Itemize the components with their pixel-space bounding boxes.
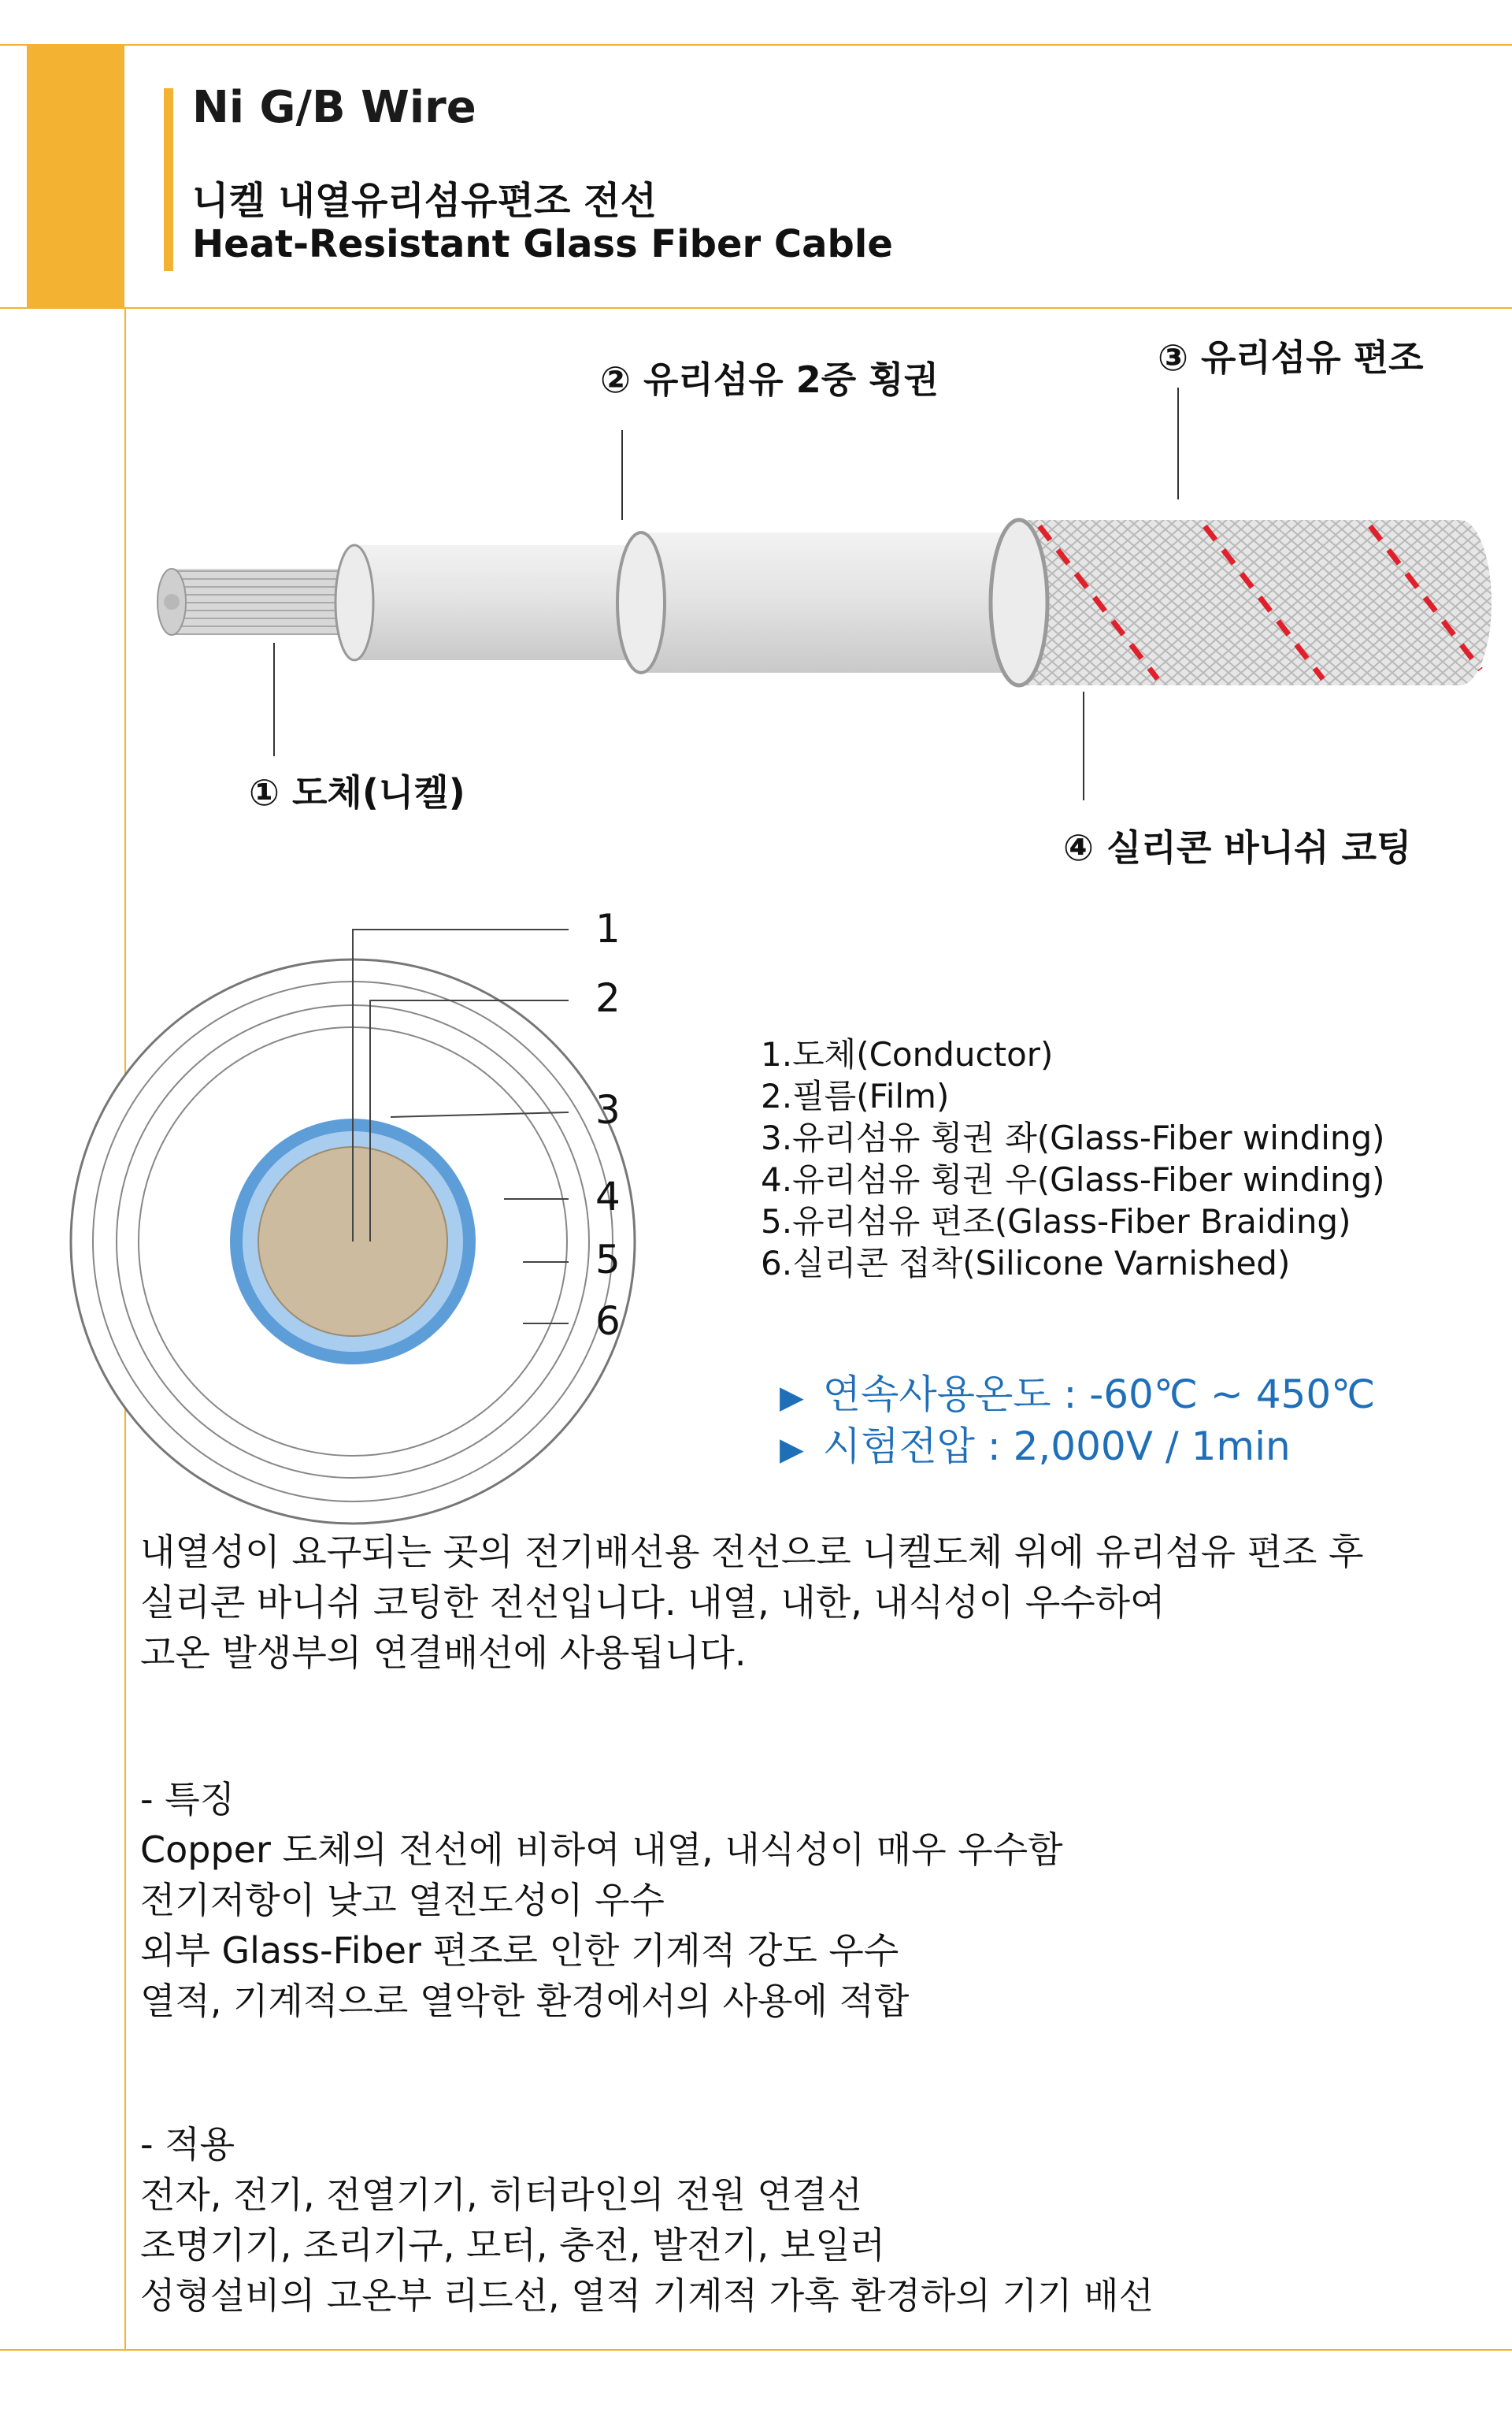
cross-number-5: 5 — [595, 1237, 621, 1282]
description-line: 내열성이 요구되는 곳의 전기배선용 전선으로 니켈도체 위에 유리섬유 편조 후 — [140, 1531, 1364, 1573]
triangle-bullet-icon: ▶ — [780, 1431, 804, 1468]
legend-item: 2.필름(Film) — [761, 1077, 950, 1115]
feature-item: 외부 Glass-Fiber 편조로 인한 기계적 강도 우수 — [140, 1929, 899, 1972]
cross-number-4: 4 — [595, 1174, 621, 1219]
description-line: 실리콘 바니쉬 코팅한 전선입니다. 내열, 내한, 내식성이 우수하여 — [140, 1581, 1166, 1624]
cross-number-6: 6 — [595, 1298, 621, 1344]
subtitle-english: Heat-Resistant Glass Fiber Cable — [192, 222, 893, 266]
applications-heading: - 적용 — [140, 2123, 235, 2166]
feature-item: 열적, 기계적으로 열악한 환경에서의 사용에 적합 — [140, 1980, 910, 2022]
cross-number-1: 1 — [595, 906, 621, 952]
label-varnish-coating: ④ 실리콘 바니쉬 코팅 — [1063, 826, 1412, 869]
feature-item: 전기저항이 낮고 열전도성이 우수 — [140, 1879, 665, 1921]
label-conductor: ① 도체(니켈) — [249, 771, 465, 814]
description — [140, 1527, 1364, 1678]
legend-item: 4.유리섬유 횡권 우(Glass-Fiber winding) — [761, 1160, 1385, 1199]
description-line: 고온 발생부의 연결배선에 사용됩니다. — [140, 1631, 747, 1674]
page-title: Ni G/B Wire — [192, 82, 476, 133]
spec-voltage-text: 시험전압 : 2,000V / 1min — [822, 1423, 1291, 1469]
legend-item: 6.실리콘 접착(Silicone Varnished) — [761, 1244, 1291, 1282]
applications-section — [140, 2119, 1154, 2321]
subtitle-korean: 니켈 내열유리섬유편조 전선 — [192, 179, 657, 223]
spec-temperature-text: 연속사용온도 : -60℃ ~ 450℃ — [822, 1371, 1376, 1417]
application-item: 전자, 전기, 전열기기, 히터라인의 전원 연결선 — [140, 2173, 862, 2216]
features-section — [140, 1774, 1063, 2026]
triangle-bullet-icon: ▶ — [780, 1379, 804, 1416]
application-item: 조명기기, 조리기구, 모터, 충전, 발전기, 보일러 — [140, 2224, 886, 2266]
legend-item: 3.유리섬유 횡권 좌(Glass-Fiber winding) — [761, 1119, 1385, 1157]
feature-item: Copper 도체의 전선에 비하여 내열, 내식성이 매우 우수함 — [140, 1828, 1063, 1871]
outer-winding-layer — [617, 533, 1019, 673]
application-item: 성형설비의 고온부 리드선, 열적 기계적 가혹 환경하의 기기 배선 — [140, 2274, 1154, 2317]
label-double-winding: ② 유리섬유 2중 횡권 — [600, 358, 939, 401]
spec-voltage — [780, 1415, 1291, 1472]
spec-temperature — [780, 1363, 1375, 1420]
cross-number-2: 2 — [595, 975, 621, 1021]
label-braid: ③ 유리섬유 편조 — [1158, 336, 1424, 379]
legend-item: 5.유리섬유 편조(Glass-Fiber Braiding) — [761, 1202, 1351, 1241]
layer-legend — [761, 1034, 1385, 1284]
features-heading: - 특징 — [140, 1778, 235, 1821]
braid-layer — [991, 520, 1492, 685]
inner-winding-layer — [335, 545, 638, 660]
legend-item: 1.도체(Conductor) — [761, 1035, 1054, 1074]
cross-number-3: 3 — [595, 1087, 621, 1133]
